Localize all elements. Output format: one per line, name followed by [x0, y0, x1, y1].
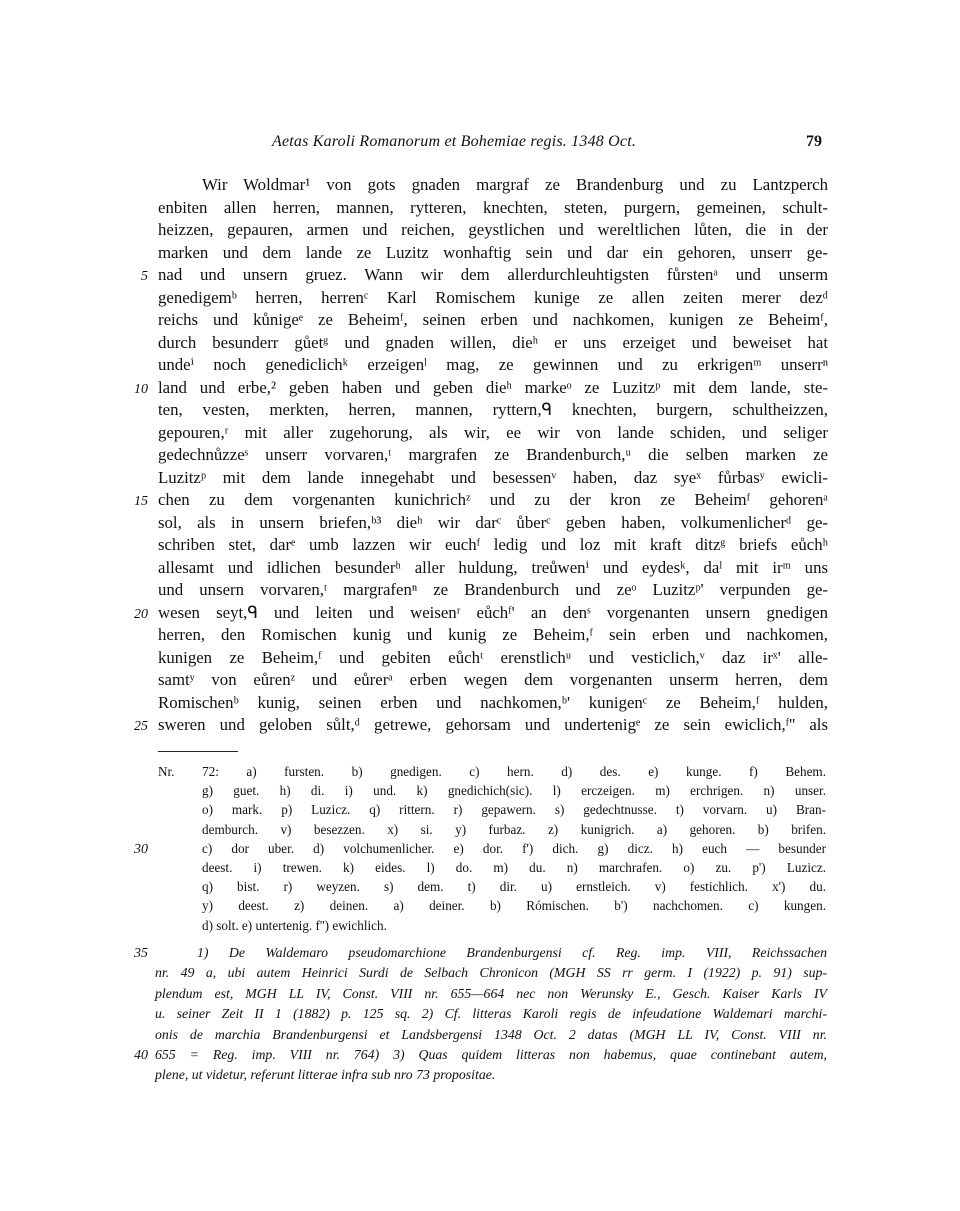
apparatus-line: demburch. v) besezzen. x) si. y) furbaz. z) kunigrich. a) gehoren. b) brifen.: [202, 821, 826, 837]
text-line: reichs und kůnigeᵉ ze Beheimᶠ, seinen erben und nachkomen, kunigen ze Beheimᶠ,: [158, 310, 828, 329]
text-line: und unsern vorvaren,ᵗ margrafenⁿ ze Brandenburch und zeᵒ Luzitzᵖ' verpunden ge-: [158, 580, 828, 599]
text-line: heizzen, gepauren, armen und reichen, geystlichen und wereltlichen lůten, die in der: [158, 220, 828, 239]
text-line: ten, vesten, merkten, herren, mannen, ryttern,ᑫ knechten, burgern, schultheizzen,: [158, 400, 828, 419]
text-line: herren, den Romischen kunig und kunig ze Beheim,ᶠ sein erben und nachkomen,: [158, 625, 828, 644]
footnote-line: plene, ut videtur, referunt litterae infra sub nro 73 propositae.: [155, 1067, 496, 1083]
footnote-line: u. seiner Zeit II 1 (1882) p. 125 sq. 2) Cf. litteras Karoli regis de infeudatione Waldemari marchi-: [155, 1006, 827, 1022]
charter-text: [134, 174, 828, 737]
text-line: nad und unsern gruez. Wann wir dem allerdurchleuhtigsten fůrstenᵃ und unserm: [158, 265, 828, 284]
text-line: allesamt und idlichen besunderʰ aller huldung, treůwenⁱ und eydesᵏ, daˡ mit irᵐ uns: [158, 557, 828, 577]
text-line: sweren und geloben sůlt,ᵈ getrewe, gehorsam und undertenigᵉ ze sein ewiclich,ᶠ'' als: [158, 715, 828, 734]
apparatus-line: deest. i) trewen. k) eides. l) do. m) du. n) marchrafen. o) zu. p') Luzicz.: [202, 860, 826, 876]
text-line: gedechnůzzeˢ unserr vorvaren,ᵗ margrafen ze Brandenburch,ᵘ die selben marken ze: [158, 445, 828, 464]
text-line: durch besunderr gůetᵍ und gnaden willen, dieʰ er uns erzeiget und beweiset hat: [158, 332, 828, 352]
line-number: 5: [141, 269, 148, 284]
page-number: 79: [806, 133, 822, 150]
apparatus-line: q) bist. r) weyzen. s) dem. t) dir. u) ernstleich. v) festichlich. x') du.: [202, 879, 826, 895]
text-line: marken und dem lande ze Luzitz wonhaftig sein und dar ein gehoren, unserr ge-: [158, 242, 828, 262]
text-line: genedigemᵇ herren, herrenᶜ Karl Romischem kunige ze allen zeiten merer dezᵈ: [158, 287, 828, 307]
footnote-line: 1) De Waldemaro pseudomarchione Brandenburgensi cf. Reg. imp. VIII, Reichssachen: [197, 945, 827, 960]
text-line: kunigen ze Beheim,ᶠ und gebiten eůchᵗ erenstlichᵘ und vesticlich,ᵛ daz irˣ' alle-: [158, 647, 828, 667]
footnote-line: 655 = Reg. imp. VIII nr. 764) 3) Quas quidem litteras non habemus, quae continebant autem,: [155, 1047, 827, 1063]
footnote-line: nr. 49 a, ubi autem Heinrici Surdi de Selbach Chronicon (MGH SS rr germ. I (1922) p. 91) sup-: [155, 965, 827, 981]
apparatus-line: c) dor uber. d) volchumenlicher. e) dor. f') dich. g) dicz. h) euch — besunder: [202, 840, 826, 856]
running-header: Aetas Karoli Romanorum et Bohemiae regis. 1348 Oct.: [272, 133, 637, 150]
text-line: Luzitzᵖ mit dem lande innegehabt und besessenᵛ haben, daz syeˣ fůrbasʸ ewicli-: [158, 467, 828, 487]
apparatus-line: o) mark. p) Luzicz. q) rittern. r) gepawern. s) gedechtnusse. t) vorvarn. u) Bran-: [202, 802, 826, 818]
text-line: wesen seyt,ᑫ und leiten und weisenʳ eůchᶠ' an denˢ vorgenanten unsern gnedigen: [158, 602, 828, 622]
apparatus-line: g) guet. h) di. i) und. k) gnedichich(sic). l) erczeigen. m) erchrigen. n) unser.: [202, 783, 826, 799]
line-number: 20: [134, 606, 148, 622]
apparatus-separator-rule: [158, 751, 238, 752]
text-line: land und erbe,² geben haben und geben dieʰ markeᵒ ze Luzitzᵖ mit dem lande, ste-: [158, 377, 828, 397]
footnote-line: onis de marchia Brandenburgensi et Landsbergensi 1348 Oct. 2 datas (MGH LL IV, Const. VIII nr.: [155, 1026, 827, 1042]
line-number: 25: [134, 719, 148, 734]
text-line: schriben stet, darᵉ umb lazzen wir euchᶠ ledig und loz mit kraft ditzᵍ briefs eůchʰ: [158, 535, 828, 554]
apparatus-line: d) solt. e) untertenig. f'') ewichlich.: [202, 917, 387, 933]
footnote-line: plendum est, MGH LL IV, Const. VIII nr. 655—664 nec non Werunsky E., Gesch. Kaiser Karls IV: [155, 985, 827, 1001]
text-line: gepouren,ʳ mit aller zugehorung, als wir, ee wir von lande schiden, und seliger: [158, 422, 828, 442]
text-line: enbiten allen herren, mannen, rytteren, knechten, steten, purgern, gemeinen, schult-: [158, 197, 828, 217]
text-line: Wir Woldmar¹ von gots gnaden margraf ze Brandenburg und zu Lantzperch: [202, 175, 828, 194]
line-number: 40: [134, 1048, 148, 1063]
footnotes: [134, 943, 827, 1086]
text-line: sol, als in unsern briefen,ᵇ³ dieʰ wir darᶜ ůberᶜ geben haben, volkumenlicherᵈ ge-: [158, 512, 828, 532]
text-line: undeⁱ noch genediclichᵏ erzeigenˡ mag, ze gewinnen und zu erkrigenᵐ unserrⁿ: [158, 355, 828, 374]
critical-apparatus: [134, 762, 826, 935]
line-number: 15: [134, 494, 148, 509]
text-line: Romischenᵇ kunig, seinen erben und nachkomen,ᵇ' kunigenᶜ ze Beheim,ᶠ hulden,: [158, 692, 828, 712]
text-line: chen zu dem vorgenanten kunichrichᶻ und zu der kron ze Beheimᶠ gehorenᵃ: [158, 490, 828, 509]
line-number: 10: [134, 381, 148, 397]
apparatus-line: Nr. 72: a) fursten. b) gnedigen. c) hern. d) des. e) kunge. f) Behem.: [158, 764, 826, 779]
text-line: samtʸ von eůrenᶻ und eůrerᵃ erben wegen dem vorgenanten unserm herren, dem: [158, 670, 828, 689]
apparatus-line: y) deest. z) deinen. a) deiner. b) Rómischen. b') nachchomen. c) kungen.: [202, 898, 826, 914]
line-number: 30: [134, 841, 148, 857]
line-number: 35: [134, 946, 148, 961]
